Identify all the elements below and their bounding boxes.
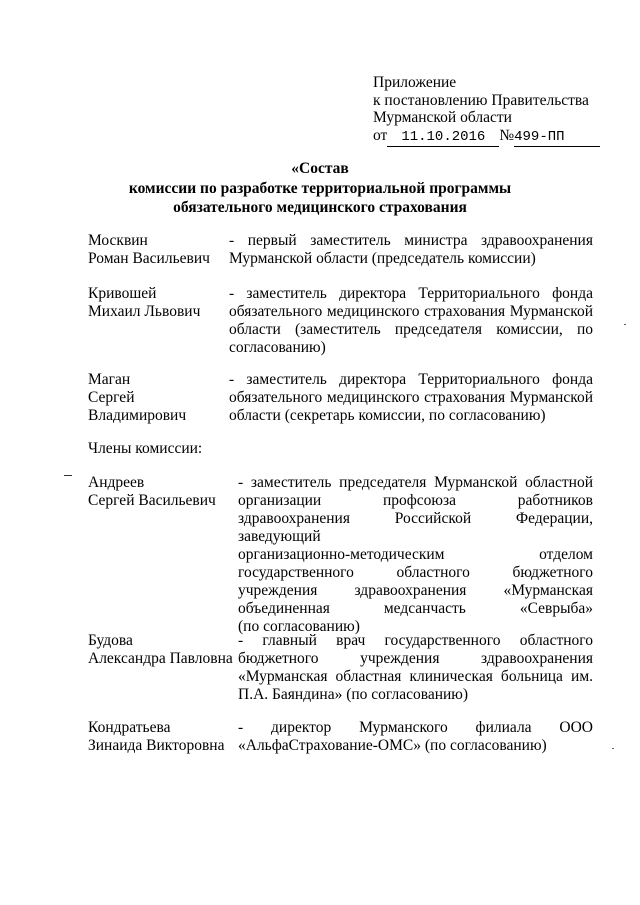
number-prefix: № [499,126,515,144]
member-role: - заместитель директора Территориального фонда обязательного медицинского страхования Мурманской области (секретарь комиссии, по согласованию) [229,371,593,424]
member-role: - заместитель председателя Мурманской областной организации профсоюза работников здравоохранения Российской Федерации, заведующий организационно-методическим отделом государственного областного бюджетного учреждения здравоохранения «Мурманская объединенная медсанчасть «Севрыба» (по согласованию) [238,474,593,635]
member-role: - директор Мурманского филиала ООО «АльфаСтрахование-ОМС» (по согласованию) [238,719,593,754]
member-role: - главный врач государственного областного бюджетного учреждения здравоохранения «Мурманская областная клиническая больница им. П.А. Баяндина» (по согласованию) [238,632,593,703]
member-role: - заместитель директора Территориального фонда обязательного медицинского страхования Мурманской области (заместитель председателя комиссии, по согласованию) [229,285,593,356]
member-name: Будова Александра Павловна [88,632,233,667]
appendix-header [373,74,600,147]
decree-number: 499-ПП [514,129,600,148]
members-heading: Члены комиссии: [88,440,203,457]
decree-date: 11.10.2016 [387,129,499,148]
appendix-label: Приложение [373,74,457,91]
member-name: Андреев Сергей Васильевич [88,474,216,509]
member-name: Москвин Роман Васильевич [88,232,210,267]
date-prefix: от [373,126,388,144]
margin-mark [64,475,72,476]
member-role: - первый заместитель министра здравоохранения Мурманской области (председатель комиссии) [229,232,593,267]
doc-title-line1: «Состав [291,160,349,177]
doc-title-line3: обязательного медицинского страхования [173,199,467,216]
appendix-date-line [373,127,600,148]
member-name: Кривошей Михаил Львович [88,285,201,320]
member-name: Кондратьева Зинаида Викторовна [88,719,225,754]
member-name: Маган Сергей Владимирович [88,371,187,424]
scan-speck [612,748,614,749]
appendix-region-line: Мурманской области [373,109,512,126]
doc-title-line2: комиссии по разработке территориальной программы [128,180,512,197]
appendix-decree-line: к постановлению Правительства [373,91,589,109]
scan-speck [624,324,626,325]
